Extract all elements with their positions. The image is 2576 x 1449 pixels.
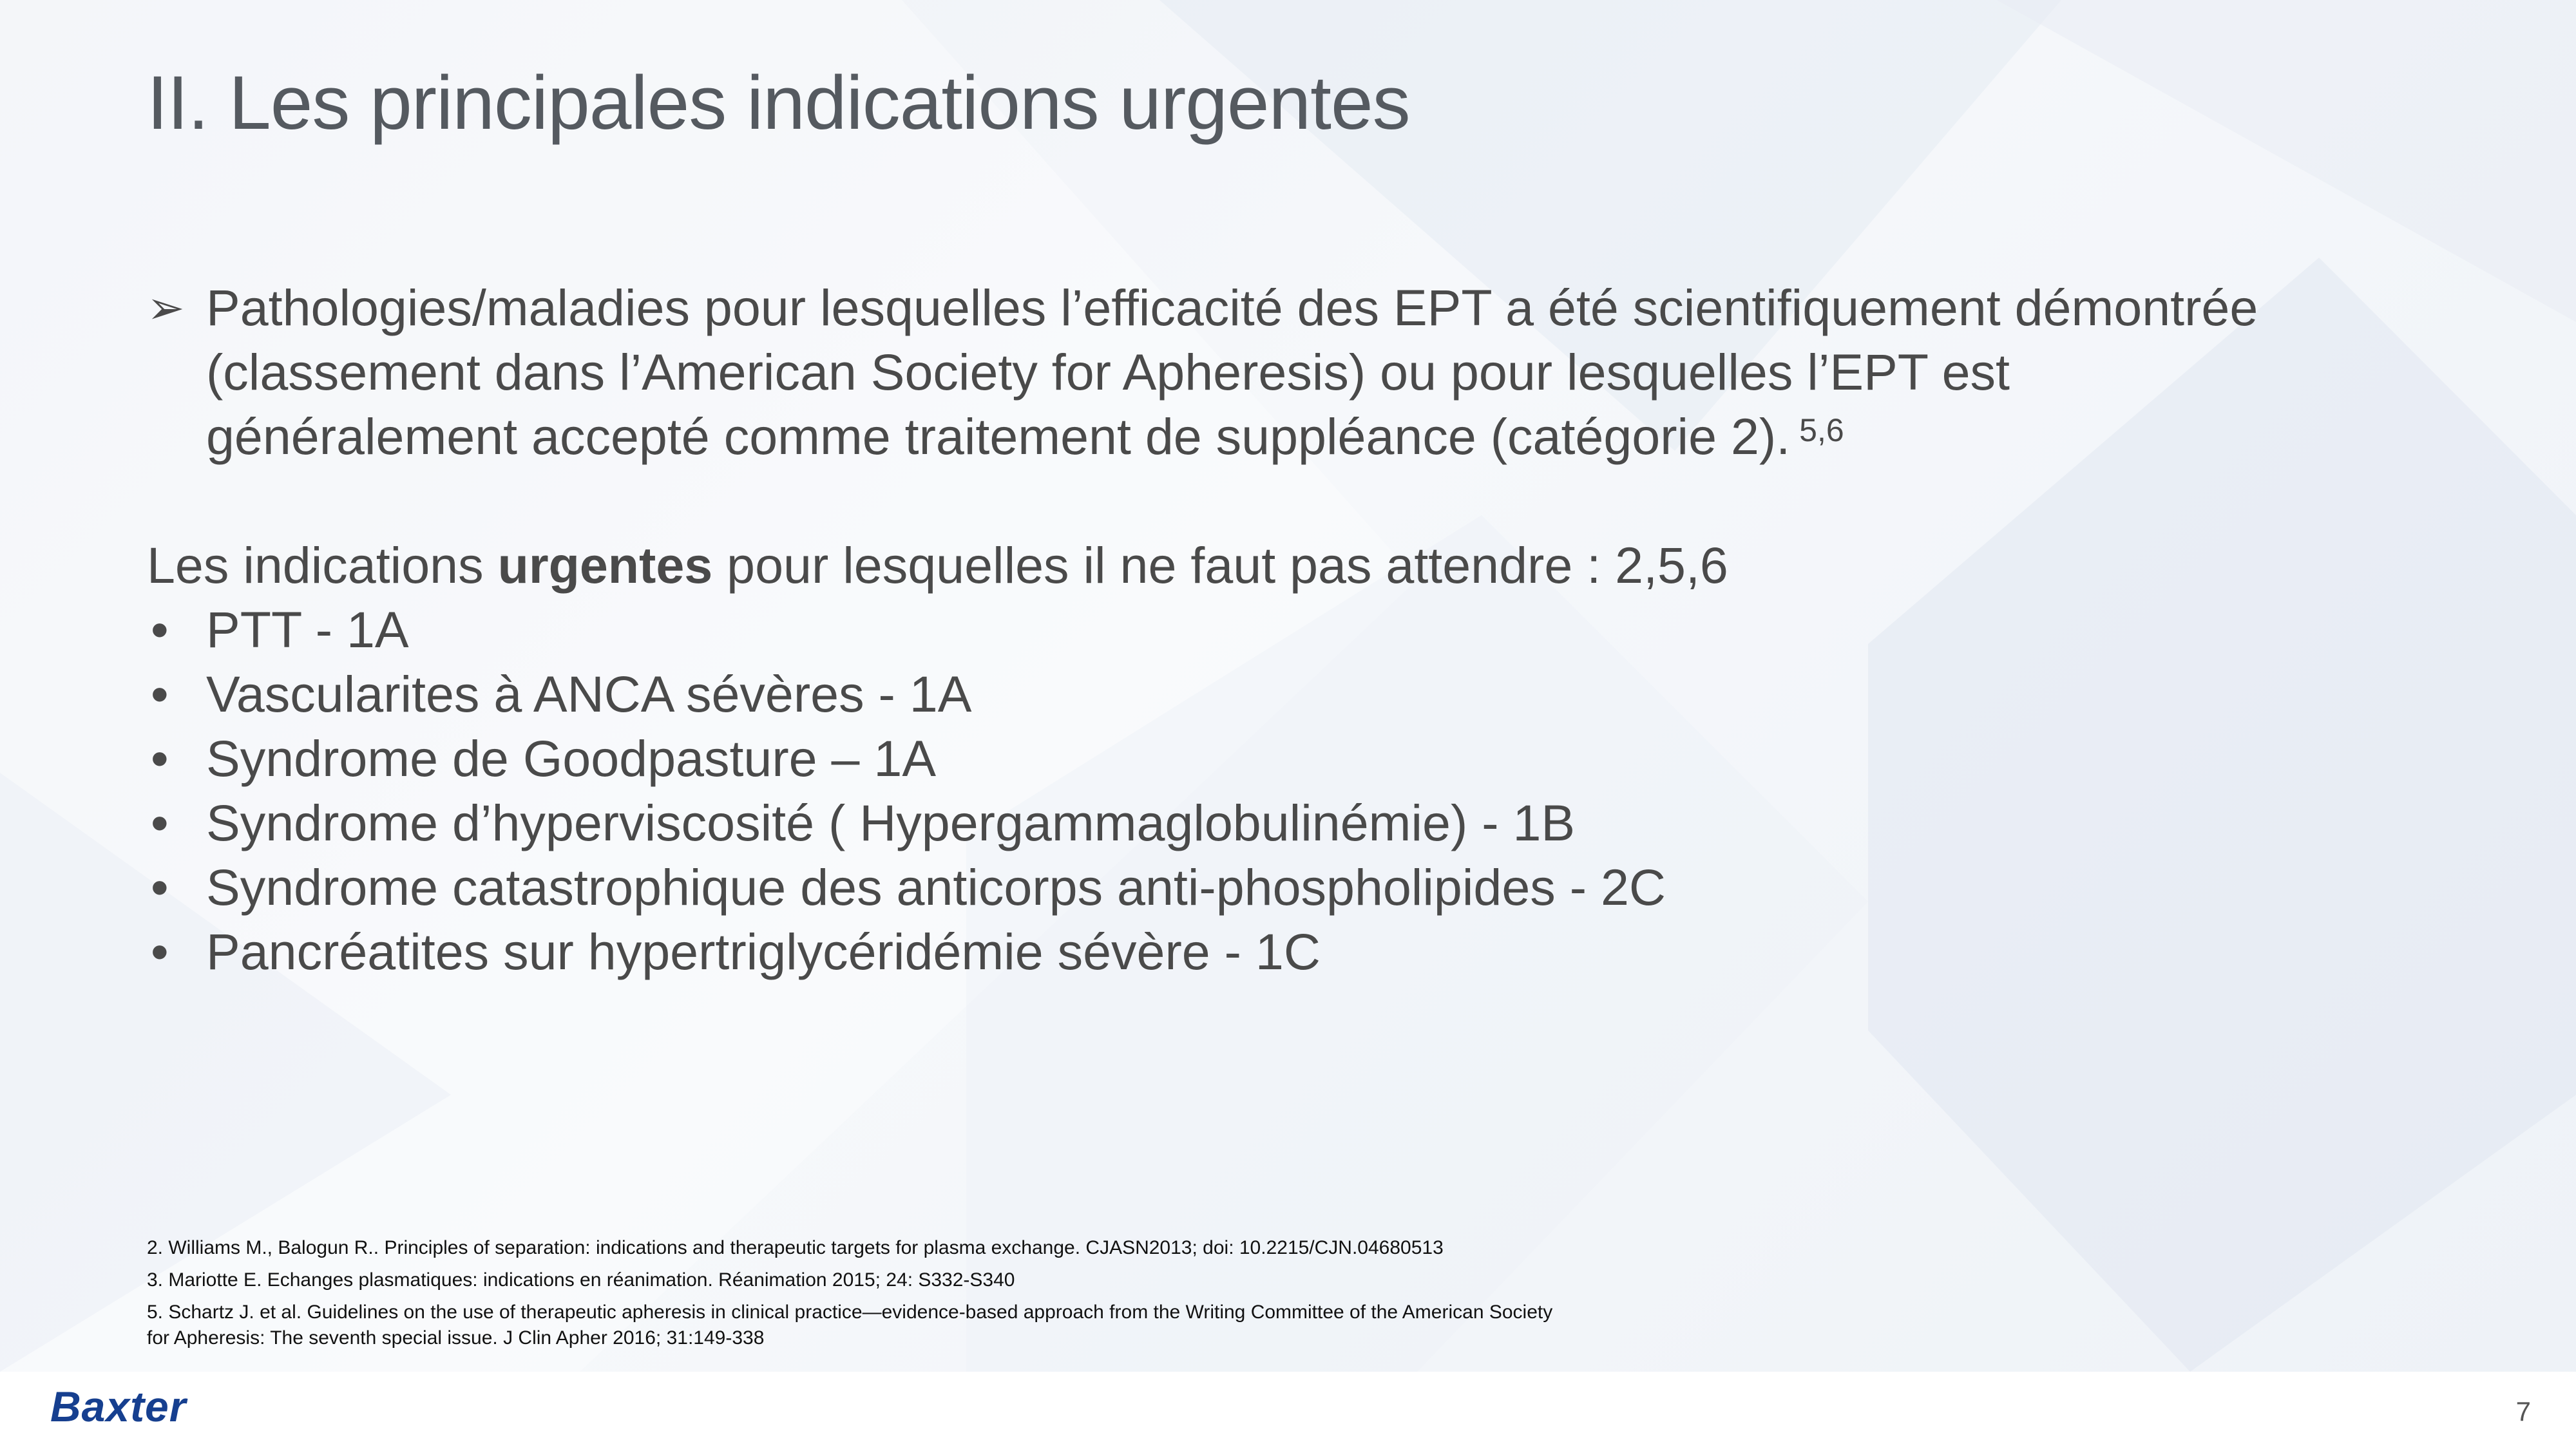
reference-item: 5. Schartz J. et al. Guidelines on the use of therapeutic apheresis in clinical practice—evidence-based approach from the Writing Committee of the American Society	[147, 1302, 1553, 1323]
list-item-text: Vascularites à ANCA sévères - 1A	[206, 665, 972, 723]
lead-prefix: Les indications	[147, 536, 498, 594]
list-item-text: Pancréatites sur hypertriglycéridémie sévère - 1C	[206, 923, 1321, 980]
reference-item: 2. Williams M., Balogun R.. Principles of separation: indications and therapeutic targets for plasma exchange. CJASN2013; doi: 10.2215/CJN.04680513	[147, 1237, 1444, 1258]
lead-suffix: pour lesquelles il ne faut pas attendre : 2,5,6	[712, 536, 1728, 594]
urgent-indications-lead	[147, 533, 1728, 598]
footer-bar	[0, 1372, 2576, 1449]
list-item	[147, 662, 1666, 726]
bullet-dot-icon: •	[151, 730, 169, 787]
arrow-bullet-icon: ➢	[147, 283, 185, 333]
list-item-text: Syndrome catastrophique des anticorps anti-phospholipides - 2C	[206, 858, 1666, 916]
intro-reference-superscript: 5,6	[1799, 412, 1844, 448]
bullet-dot-icon: •	[151, 923, 169, 980]
list-item	[147, 726, 1666, 791]
slide-title: II. Les principales indications urgentes	[147, 61, 1410, 146]
intro-line-3: généralement accepté comme traitement de suppléance (catégorie 2).	[206, 408, 1791, 465]
bullet-dot-icon: •	[151, 858, 169, 916]
list-item-text: Syndrome de Goodpasture – 1A	[206, 730, 937, 787]
list-item	[147, 920, 1666, 984]
baxter-logo: Baxter	[50, 1383, 187, 1430]
references-block	[147, 1235, 1552, 1358]
list-item	[147, 791, 1666, 855]
list-item-text: Syndrome d’hyperviscosité ( Hypergammaglobulinémie) - 1B	[206, 794, 1576, 851]
list-item-text: PTT - 1A	[206, 601, 409, 658]
bullet-dot-icon: •	[151, 601, 169, 658]
bullet-dot-icon: •	[151, 794, 169, 851]
page-number: 7	[2515, 1396, 2531, 1426]
intro-paragraph	[147, 276, 2258, 469]
urgent-indications-list	[147, 598, 1666, 984]
bullet-dot-icon: •	[151, 665, 169, 723]
list-item	[147, 855, 1666, 920]
list-item	[147, 598, 1666, 662]
lead-bold-word: urgentes	[497, 536, 713, 594]
intro-line-2: (classement dans l’American Society for Apheresis) ou pour lesquelles l’EPT est	[206, 343, 2010, 401]
reference-item: 3. Mariotte E. Echanges plasmatiques: indications en réanimation. Réanimation 2015; 24: S332-S340	[147, 1269, 1015, 1291]
intro-line-1: Pathologies/maladies pour lesquelles l’efficacité des EPT a été scientifiquement démontrée	[206, 279, 2258, 336]
reference-item-continued: for Apheresis: The seventh special issue. J Clin Apher 2016; 31:149-338	[147, 1327, 765, 1349]
